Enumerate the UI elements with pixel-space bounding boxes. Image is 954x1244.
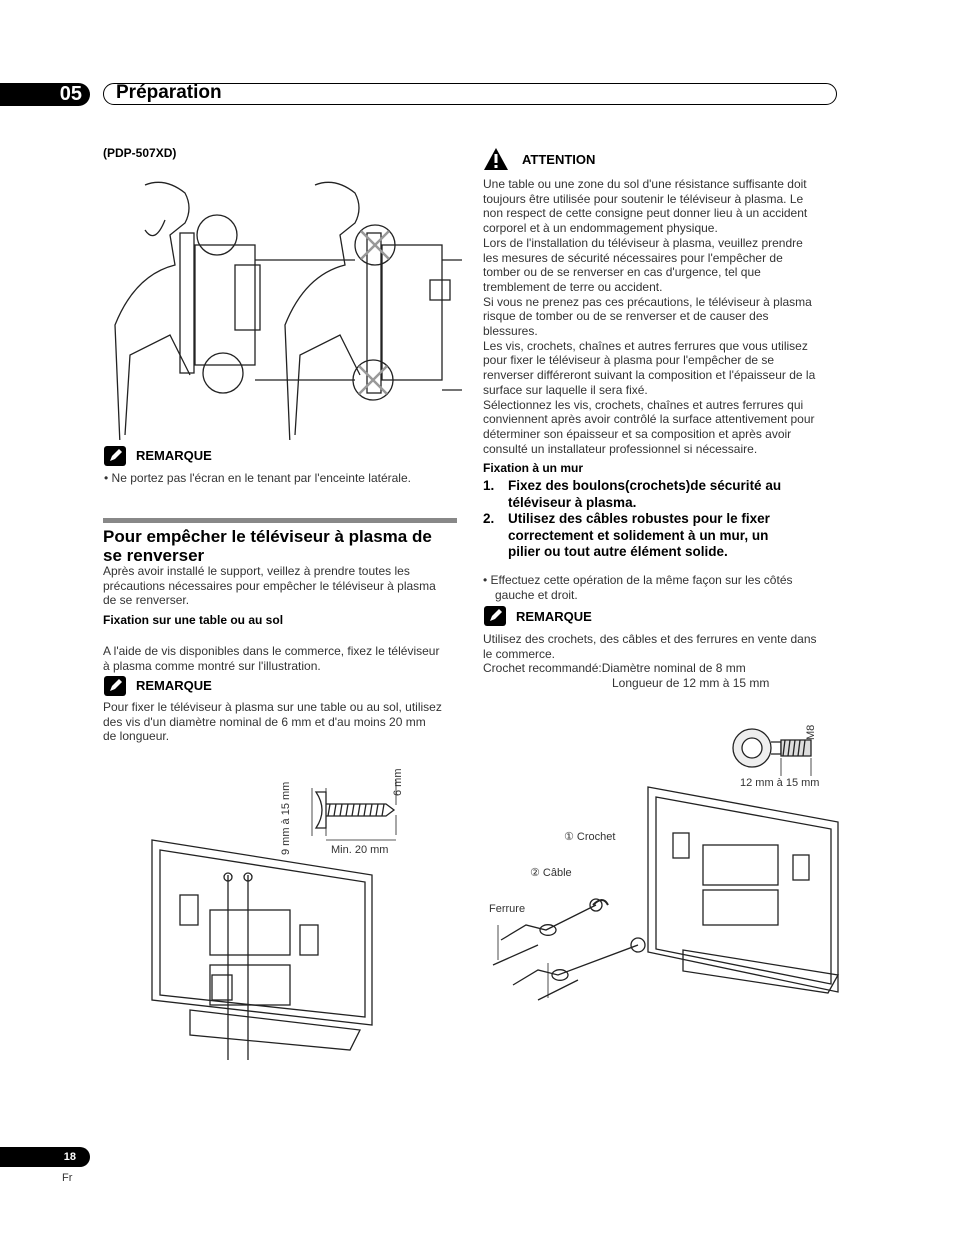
bracket-label: Ferrure bbox=[489, 903, 526, 915]
page-number-tab: 18 bbox=[0, 1147, 90, 1167]
cable-label: ② Câble bbox=[530, 867, 572, 879]
note-paragraph: Pour fixer le téléviseur à plasma sur une table ou au sol, utilisez des vis d'un diamètre nominal de 6 mm et d'au moins 20 mm de longueur. bbox=[103, 700, 442, 744]
hook-label: ① Crochet bbox=[564, 831, 616, 843]
screw-min-label: Min. 20 mm bbox=[331, 844, 389, 856]
attention-label: ATTENTION bbox=[522, 152, 596, 167]
chapter-title: Préparation bbox=[116, 82, 222, 103]
note-label: REMARQUE bbox=[136, 678, 212, 693]
step-2: 2. Utilisez des câbles robustes pour le fixer correctement et solidement à un mur, un pilier ou tout autre élément solide. bbox=[483, 511, 770, 559]
bolt-thread-label: M8 bbox=[805, 724, 817, 740]
section-rule bbox=[103, 518, 457, 523]
note-paragraph: Utilisez des crochets, des câbles et des ferrures en vente dans le commerce. Crochet recommandé:Diamètre nominal de 8 mm Longueur de 12 mm à 15 mm bbox=[483, 632, 817, 691]
note-icon bbox=[104, 446, 126, 466]
table-fixing-paragraph: A l'aide de vis disponibles dans le commerce, fixez le téléviseur à plasma comme montré sur l'illustration. bbox=[103, 644, 440, 673]
bolt-length-label: 12 mm à 15 mm bbox=[740, 777, 820, 789]
tv-wall-illustration bbox=[488, 785, 843, 1010]
screw-length-label: 9 mm à 15 mm bbox=[280, 781, 292, 855]
note-label: REMARQUE bbox=[516, 609, 592, 624]
chapter-number-tab: 05 bbox=[0, 83, 90, 106]
carrying-illustration bbox=[105, 175, 465, 440]
screw-diameter-label: 6 mm bbox=[392, 768, 404, 796]
bullet-item: • Effectuez cette opération de la même façon sur les côtés gauche et droit. bbox=[483, 573, 793, 602]
bullet-item: • Ne portez pas l'écran en le tenant par l'enceinte latérale. bbox=[104, 471, 411, 485]
section-title: Pour empêcher le téléviseur à plasma de se renverser bbox=[103, 527, 432, 565]
note-icon bbox=[104, 676, 126, 696]
attention-paragraph: Une table ou une zone du sol d'une résistance suffisante doit toujours être utilisée pour soutenir le téléviseur à plasma. Le non respect de cette consigne peut donner lieu à un accident corporel et à un endommagement physique. Lors de l'installation du téléviseur à plasma, veuillez prendre les mesures de sécurité nécessaires pour l'empêcher de tomber ou de se renverser en cas d'urgence, tel que tremblement de terre ou accident. Si vous ne prenez pas ces précautions, le téléviseur à plasma risque de tomber ou de se renverser et de causer des blessures. Les vis, crochets, chaînes et autres ferrures que vous utilisez pour fixer le téléviseur à plasma pour l'empêcher de se renverser différeront suivant la composition et l'épaisseur de la surface sur laquelle il sera fixé. Sélectionnez les vis, crochets, chaînes et autres ferrures qui conviennent après avoir contrôlé la surface attentivement pour déterminer son épaisseur et sa composition et après avoir consulté un installateur professionnel si nécessaire. bbox=[483, 177, 816, 456]
intro-paragraph: Après avoir installé le support, veillez à prendre toutes les précautions nécessaires pour empêcher le téléviseur à plasma de se renverser. bbox=[103, 564, 436, 608]
wall-fixing-subhead: Fixation à un mur bbox=[483, 461, 584, 475]
note-icon bbox=[484, 606, 506, 626]
tv-table-illustration bbox=[150, 835, 380, 1060]
table-fixing-subhead: Fixation sur une table ou au sol bbox=[103, 613, 284, 627]
model-label: (PDP-507XD) bbox=[103, 146, 177, 160]
step-1: 1. Fixez des boulons(crochets)de sécurité au téléviseur à plasma. bbox=[483, 478, 782, 510]
warning-icon bbox=[483, 147, 509, 171]
language-label: Fr bbox=[62, 1172, 73, 1184]
note-label: REMARQUE bbox=[136, 448, 212, 463]
